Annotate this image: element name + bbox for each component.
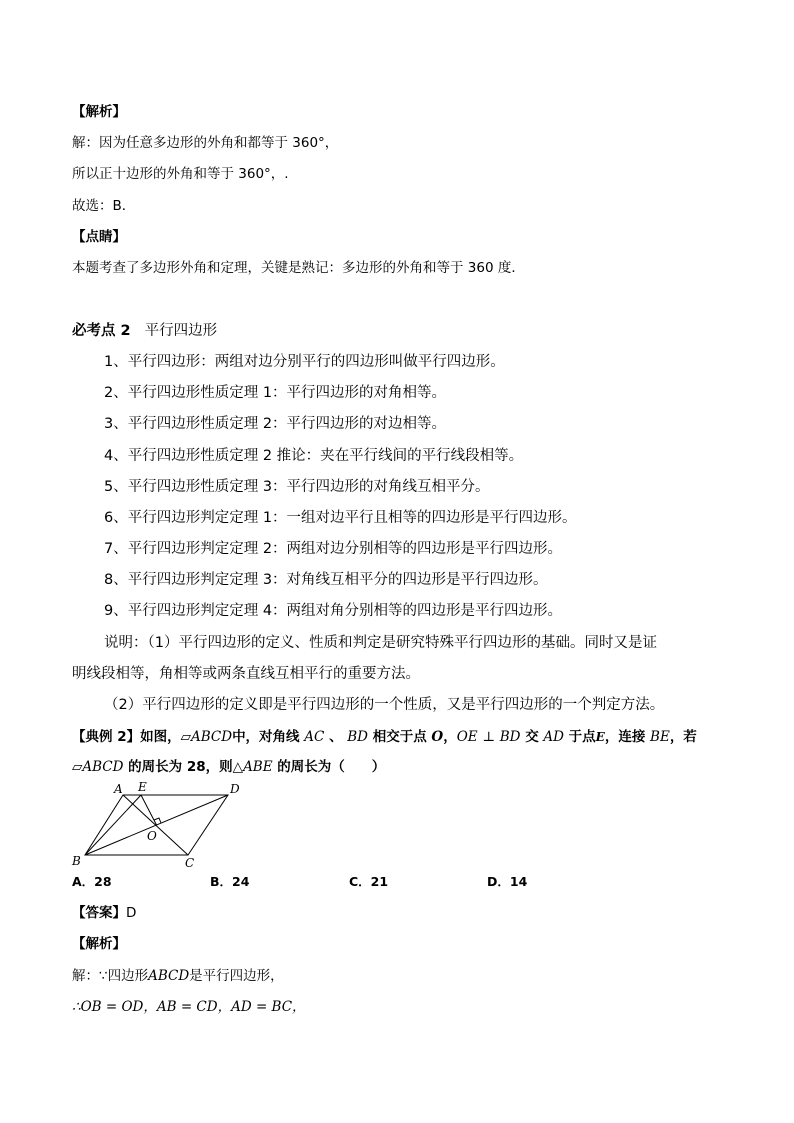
label-a: A [114,782,123,796]
example-tag: 【典例 2】 [72,729,141,745]
solution-line-1: 解：因为任意多边形的外角和都等于 360°， [72,135,339,151]
kaodian-item-7: 7、平行四边形判定定理 2：两组对边分别相等的四边形是平行四边形。 [104,541,563,557]
option-a: A．28 [72,874,112,889]
kaodian-heading [72,321,217,341]
kaodian-item-8: 8、平行四边形判定定理 3：对角线互相平分的四边形是平行四边形。 [104,572,548,588]
segment-be [85,795,141,855]
parallelogram-symbol: ▱ [180,729,191,745]
kaodian-item-9: 9、平行四边形判定定理 4：两组对角分别相等的四边形是平行四边形。 [104,603,563,619]
kaodian-item-5: 5、平行四边形性质定理 3：平行四边形的对角线互相平分。 [104,479,490,495]
jiexi-heading: 【解析】 [72,104,126,120]
option-c: C．21 [349,874,389,889]
note-2: （2）平行四边形的定义即是平行四边形的一个性质，又是平行四边形的一个判定方法。 [104,697,665,713]
label-o: O [147,829,157,843]
dianjing-heading: 【点睛】 [72,229,126,245]
figure-lines [85,795,228,855]
dianjing-text: 本题考查了多边形外角和定理，关键是熟记：多边形的外角和等于 360 度． [72,260,525,276]
answer-heading: 【答案】 [72,905,126,921]
option-d: D．14 [487,874,528,889]
example-question-line-1: 【典例 2】如图，▱ABCD中，对角线 AC 、 BD 相交于点 O，OE ⊥ BD 交 AD 于点E，连接 BE，若 [72,729,697,745]
example-question-line-2: ▱ABCD 的周长为 28，则△ABE 的周长为（ ） [72,759,386,775]
example-solution-line-2: ∴OB = OD，AB = CD，AD = BC， [72,999,306,1015]
kaodian-item-6: 6、平行四边形判定定理 1：一组对边平行且相等的四边形是平行四边形。 [104,510,577,526]
answer-value: D [126,905,137,921]
label-e: E [138,780,147,794]
option-b: B．24 [210,874,250,889]
solution-line-3: 故选：B． [72,198,136,214]
answer-line [72,903,136,923]
kaodian-item-1: 1、平行四边形：两组对边分别平行的四边形叫做平行四边形。 [104,354,505,370]
solution-line-2: 所以正十边形的外角和等于 360°，. [72,166,289,182]
note-1-line-a: 说明：（1）平行四边形的定义、性质和判定是研究特殊平行四边形的基础。同时又是证 [104,635,657,651]
kaodian-item-2: 2、平行四边形性质定理 1：平行四边形的对角相等。 [104,385,447,401]
segment-oe [141,795,157,825]
kaodian-title: 平行四边形 [144,323,218,339]
kaodian-label: 必考点 2 [72,323,131,339]
kaodian-item-3: 3、平行四边形性质定理 2：平行四边形的对边相等。 [104,416,447,432]
parallelogram-figure [68,779,248,869]
label-b: B [72,854,81,868]
kaodian-item-4: 4、平行四边形性质定理 2 推论：夹在平行线间的平行线段相等。 [104,448,524,464]
example-jiexi-heading: 【解析】 [72,936,126,952]
label-d: D [230,782,240,796]
example-solution-line-1: 解：∵四边形ABCD是平行四边形， [72,968,284,984]
label-c: C [185,856,195,869]
note-1-line-b: 明线段相等，角相等或两条直线互相平行的重要方法。 [72,666,420,682]
